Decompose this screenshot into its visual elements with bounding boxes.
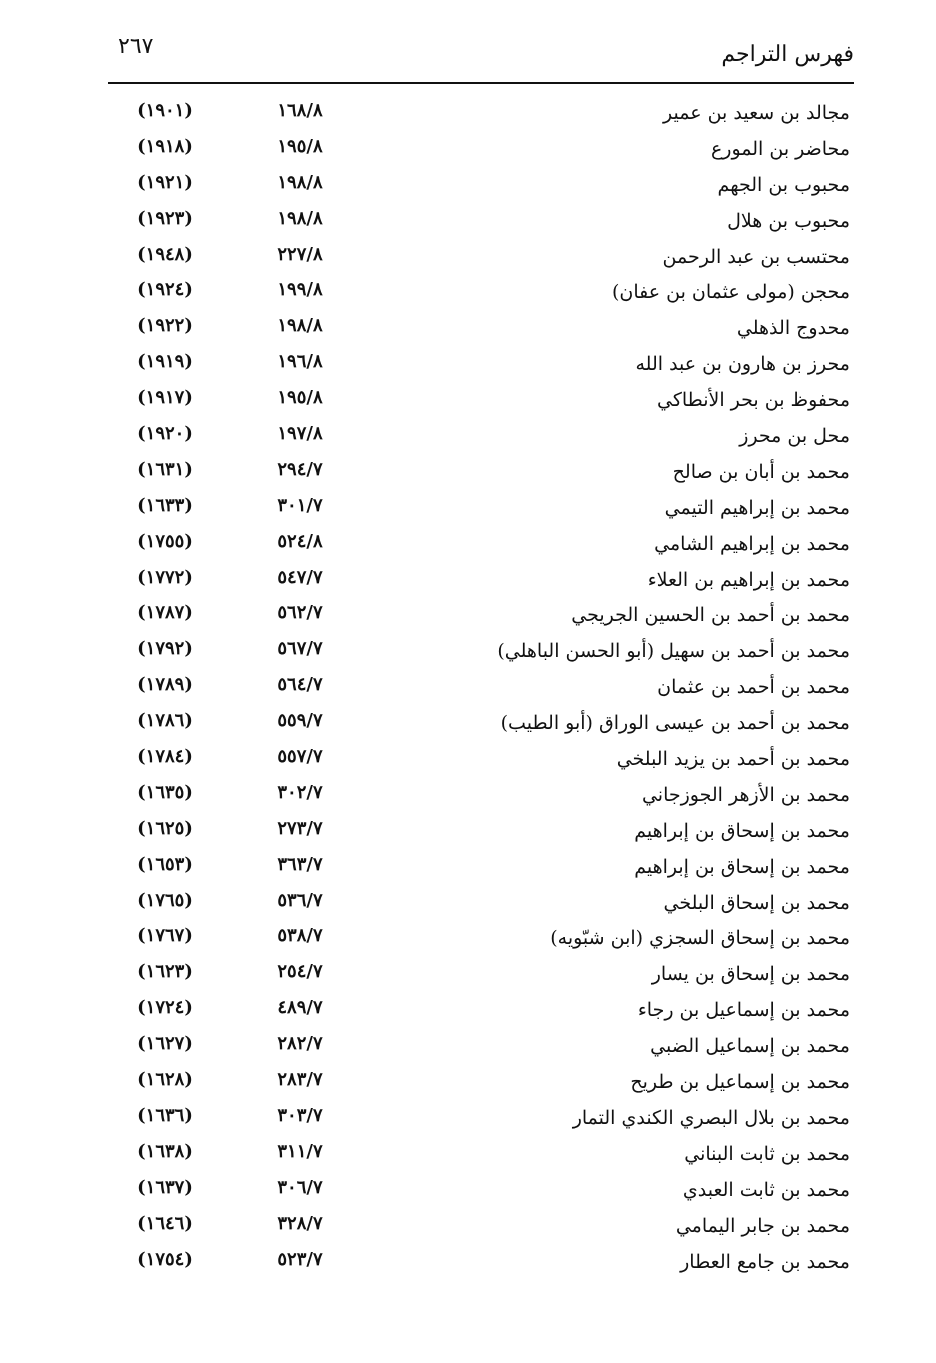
- entry-number: (١٩١٩): [137, 351, 193, 373]
- entry-number: (١٦٣١): [137, 458, 193, 480]
- entry-name: محمد بن أبان بن صالح: [672, 460, 850, 483]
- entry-number: (١٧٦٧): [137, 925, 193, 947]
- entry-volume-page: ٥٣٨/٧: [277, 925, 323, 947]
- index-entry: [100, 421, 850, 457]
- entry-volume-page: ١٦٨/٨: [277, 100, 323, 121]
- index-entry: [100, 1211, 850, 1247]
- entry-number: (١٧٥٥): [137, 530, 193, 552]
- entry-number: (١٩٢٣): [137, 207, 193, 229]
- index-entry: [100, 1103, 850, 1139]
- index-entry: [100, 888, 850, 924]
- index-entry: [100, 349, 850, 385]
- entry-name: محمد بن جابر اليمامي: [675, 1214, 850, 1237]
- entry-number: (١٧٨٦): [137, 710, 193, 732]
- entry-number: (١٩٠١): [137, 100, 193, 121]
- entry-name: محمد بن أحمد بن سهيل (أبو الحسن الباهلي): [497, 640, 850, 663]
- entry-name: محمد بن إسماعيل بن رجاء: [637, 999, 850, 1022]
- entry-volume-page: ٥٥٩/٧: [277, 710, 323, 732]
- biography-index-list: [100, 98, 850, 1282]
- index-entry: [100, 565, 850, 601]
- entry-number: (١٦٣٧): [137, 1176, 193, 1198]
- entry-number: (١٦٣٨): [137, 1140, 193, 1162]
- index-entry: [100, 493, 850, 529]
- entry-number: (١٧٨٧): [137, 602, 193, 624]
- index-entry: [100, 1067, 850, 1103]
- entry-name: محمد بن إبراهيم الشامي: [654, 532, 850, 555]
- entry-number: (١٧٨٩): [137, 674, 193, 696]
- entry-number: (١٦٣٦): [137, 1104, 193, 1126]
- entry-name: محمد بن إسماعيل الضبي: [650, 1035, 850, 1058]
- entry-volume-page: ٣٠٦/٧: [277, 1176, 323, 1198]
- entry-number: (١٦٤٦): [137, 1212, 193, 1234]
- entry-volume-page: ١٩٦/٨: [277, 351, 323, 373]
- entry-name: محمد بن إسحاق بن إبراهيم: [634, 855, 850, 878]
- index-entry: [100, 277, 850, 313]
- entry-name: محدوج الذهلي: [736, 317, 850, 340]
- entry-volume-page: ٣٢٨/٧: [277, 1212, 323, 1234]
- entry-volume-page: ٢٢٧/٨: [277, 243, 323, 265]
- entry-volume-page: ٢٥٤/٧: [277, 961, 323, 983]
- entry-number: (١٩٢٢): [137, 315, 193, 337]
- entry-name: محمد بن إسحاق السجزي (ابن شبّويه): [550, 927, 850, 950]
- entry-volume-page: ٥٢٤/٨: [277, 530, 323, 552]
- entry-name: محجن (مولى عثمان بن عفان): [611, 281, 850, 304]
- entry-volume-page: ٥٦٤/٧: [277, 674, 323, 696]
- entry-volume-page: ٢٨٢/٧: [277, 1033, 323, 1055]
- entry-name: محمد بن إبراهيم التيمي: [664, 496, 850, 519]
- index-entry: [100, 98, 850, 134]
- index-entry: [100, 995, 850, 1031]
- entry-volume-page: ٥٣٦/٧: [277, 889, 323, 911]
- index-entry: [100, 636, 850, 672]
- index-entry: [100, 457, 850, 493]
- entry-volume-page: ٤٨٩/٧: [277, 997, 323, 1019]
- entry-number: (١٦٢٧): [137, 1033, 193, 1055]
- entry-name: محاضر بن المورع: [710, 137, 850, 160]
- entry-volume-page: ٥٢٣/٧: [277, 1248, 323, 1270]
- index-entry: [100, 1247, 850, 1283]
- entry-number: (١٩٢٤): [137, 279, 193, 301]
- entry-number: (١٩٢٠): [137, 423, 193, 445]
- entry-name: محمد بن الأزهر الجوزجاني: [641, 783, 850, 806]
- entry-name: محل بن محرز: [739, 425, 850, 448]
- entry-number: (١٧٥٤): [137, 1248, 193, 1270]
- entry-name: محمد بن إسحاق بن إبراهيم: [634, 819, 850, 842]
- entry-volume-page: ١٩٥/٨: [277, 135, 323, 157]
- entry-number: (١٩١٧): [137, 387, 193, 409]
- index-entry: [100, 708, 850, 744]
- entry-volume-page: ٣٠٢/٧: [277, 781, 323, 803]
- index-entry: [100, 816, 850, 852]
- entry-name: محمد بن جامع العطار: [680, 1250, 850, 1273]
- entry-volume-page: ٥٦٢/٧: [277, 602, 323, 624]
- entry-number: (١٧٩٢): [137, 638, 193, 660]
- entry-volume-page: ٥٤٧/٧: [277, 566, 323, 588]
- index-entry: [100, 780, 850, 816]
- entry-number: (١٦٣٣): [137, 494, 193, 516]
- entry-number: (١٧٨٤): [137, 746, 193, 768]
- index-entry: [100, 529, 850, 565]
- entry-volume-page: ١٩٩/٨: [277, 279, 323, 301]
- entry-name: محرز بن هارون بن عبد الله: [635, 353, 850, 376]
- entry-volume-page: ١٩٥/٨: [277, 387, 323, 409]
- entry-name: محمد بن إبراهيم بن العلاء: [647, 568, 850, 591]
- index-entry: [100, 852, 850, 888]
- entry-name: محمد بن أحمد بن عثمان: [657, 676, 850, 699]
- index-entry: [100, 206, 850, 242]
- index-entry: [100, 1031, 850, 1067]
- index-entry: [100, 242, 850, 278]
- entry-volume-page: ٣١١/٧: [277, 1140, 323, 1162]
- entry-name: محمد بن أحمد بن عيسى الوراق (أبو الطيب): [500, 712, 850, 735]
- entry-number: (١٦٢٥): [137, 817, 193, 839]
- index-entry: [100, 744, 850, 780]
- entry-number: (١٧٦٥): [137, 889, 193, 911]
- entry-name: محتسب بن عبد الرحمن: [662, 245, 850, 268]
- index-entry: [100, 134, 850, 170]
- entry-name: محمد بن إسحاق البلخي: [663, 891, 850, 914]
- entry-number: (١٧٧٢): [137, 566, 193, 588]
- entry-volume-page: ١٩٨/٨: [277, 171, 323, 193]
- entry-volume-page: ٣٠١/٧: [277, 494, 323, 516]
- entry-volume-page: ٢٩٤/٧: [277, 458, 323, 480]
- entry-number: (١٦٢٣): [137, 961, 193, 983]
- entry-volume-page: ١٩٨/٨: [277, 315, 323, 337]
- entry-number: (١٦٥٣): [137, 853, 193, 875]
- page-number: ٢٦٧: [118, 34, 154, 59]
- index-entry: [100, 672, 850, 708]
- entry-volume-page: ١٩٧/٨: [277, 423, 323, 445]
- entry-name: محمد بن إسماعيل بن طريح: [630, 1071, 850, 1094]
- index-entry: [100, 600, 850, 636]
- entry-name: محفوظ بن بحر الأنطاكي: [656, 389, 850, 412]
- index-entry: [100, 923, 850, 959]
- index-entry: [100, 385, 850, 421]
- entry-name: محمد بن أحمد بن يزيد البلخي: [616, 748, 850, 771]
- index-entry: [100, 1175, 850, 1211]
- index-entry: [100, 313, 850, 349]
- entry-number: (١٦٢٨): [137, 1069, 193, 1091]
- entry-volume-page: ٣٠٣/٧: [277, 1104, 323, 1126]
- entry-volume-page: ٢٨٣/٧: [277, 1069, 323, 1091]
- entry-volume-page: ٣٦٣/٧: [277, 853, 323, 875]
- entry-name: محبوب بن الجهم: [717, 173, 850, 196]
- entry-name: محمد بن أحمد بن الحسين الجريجي: [571, 604, 850, 627]
- entry-volume-page: ١٩٨/٨: [277, 207, 323, 229]
- entry-name: محمد بن بلال البصري الكندي التمار: [572, 1106, 850, 1129]
- entry-volume-page: ٥٦٧/٧: [277, 638, 323, 660]
- page-title: فهرس التراجم: [721, 42, 854, 67]
- entry-number: (١٦٣٥): [137, 781, 193, 803]
- entry-number: (١٧٢٤): [137, 997, 193, 1019]
- index-entry: [100, 170, 850, 206]
- entry-volume-page: ٥٥٧/٧: [277, 746, 323, 768]
- index-entry: [100, 959, 850, 995]
- entry-name: محبوب بن هلال: [727, 209, 850, 232]
- page-header: [108, 30, 854, 84]
- entry-volume-page: ٢٧٣/٧: [277, 817, 323, 839]
- index-entry: [100, 1139, 850, 1175]
- entry-number: (١٩١٨): [137, 135, 193, 157]
- entry-name: محمد بن ثابت البناني: [684, 1142, 850, 1165]
- entry-number: (١٩٤٨): [137, 243, 193, 265]
- entry-name: محمد بن ثابت العبدي: [682, 1178, 850, 1201]
- entry-name: مجالد بن سعيد بن عمير: [663, 102, 850, 124]
- entry-name: محمد بن إسحاق بن يسار: [651, 963, 850, 986]
- entry-number: (١٩٢١): [137, 171, 193, 193]
